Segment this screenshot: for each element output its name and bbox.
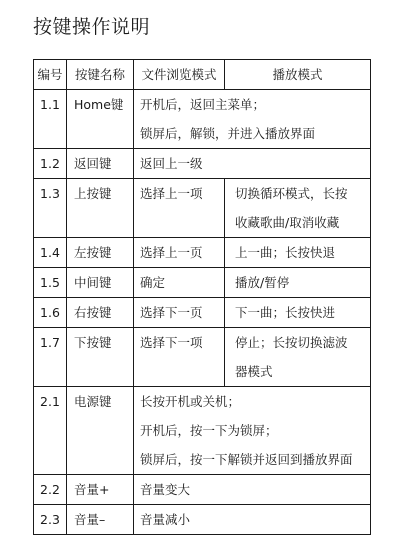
row-key-name: Home键 xyxy=(67,90,134,149)
row-browse-mode xyxy=(134,328,225,387)
table-row xyxy=(34,268,371,298)
cell-text-line: 锁屏后，解锁，并进入播放界面 xyxy=(140,126,316,141)
row-play-mode xyxy=(225,328,371,387)
cell-text-line: 返回上一级 xyxy=(140,156,203,171)
header-browse-mode: 文件浏览模式 xyxy=(134,60,225,90)
table-row xyxy=(34,387,371,475)
row-play-mode xyxy=(225,238,371,268)
header-play-mode: 播放模式 xyxy=(225,60,371,90)
row-id: 1.1 xyxy=(34,90,67,149)
cell-text-line: 播放/暂停 xyxy=(235,275,290,290)
row-id: 2.3 xyxy=(34,505,67,535)
row-id: 1.7 xyxy=(34,328,67,387)
page-title: 按键操作说明 xyxy=(33,16,151,38)
cell-text-line: 锁屏后，按一下解锁并返回到播放界面 xyxy=(140,452,353,467)
row-play-mode xyxy=(225,179,371,238)
row-key-name: 右按键 xyxy=(67,298,134,328)
row-id: 1.5 xyxy=(34,268,67,298)
cell-text-line: 下一曲；长按快进 xyxy=(235,305,336,320)
cell-text-line: 收藏歌曲/取消收藏 xyxy=(235,215,340,230)
row-key-name: 音量– xyxy=(67,505,134,535)
row-id: 1.4 xyxy=(34,238,67,268)
row-browse-mode xyxy=(134,179,225,238)
table-header-row xyxy=(34,60,371,90)
row-description xyxy=(134,90,371,149)
table-row xyxy=(34,149,371,179)
row-browse-mode xyxy=(134,298,225,328)
row-key-name: 音量+ xyxy=(67,475,134,505)
cell-text-line: 开机后，按一下为锁屏； xyxy=(140,423,278,438)
table-row xyxy=(34,298,371,328)
row-id: 1.2 xyxy=(34,149,67,179)
row-play-mode xyxy=(225,298,371,328)
row-browse-mode xyxy=(134,238,225,268)
row-description xyxy=(134,149,371,179)
cell-text-line: 器模式 xyxy=(235,364,273,379)
cell-text-line: 确定 xyxy=(140,275,166,290)
row-key-name: 电源键 xyxy=(67,387,134,475)
header-key-name: 按键名称 xyxy=(67,60,134,90)
table-row xyxy=(34,475,371,505)
row-description xyxy=(134,505,371,535)
cell-text-line: 音量变大 xyxy=(140,482,191,497)
table-row xyxy=(34,328,371,387)
row-browse-mode xyxy=(134,268,225,298)
cell-text-line: 停止；长按切换滤波 xyxy=(235,335,348,350)
row-id: 2.1 xyxy=(34,387,67,475)
table-row xyxy=(34,238,371,268)
cell-text-line: 选择上一项 xyxy=(140,186,203,201)
table-row xyxy=(34,505,371,535)
header-id: 编号 xyxy=(34,60,67,90)
row-key-name: 左按键 xyxy=(67,238,134,268)
cell-text-line: 选择下一页 xyxy=(140,305,203,320)
table-row xyxy=(34,90,371,149)
cell-text-line: 长按开机或关机； xyxy=(140,394,241,409)
row-id: 1.3 xyxy=(34,179,67,238)
row-key-name: 上按键 xyxy=(67,179,134,238)
table-row xyxy=(34,179,371,238)
cell-text-line: 开机后，返回主菜单； xyxy=(140,97,266,112)
row-id: 1.6 xyxy=(34,298,67,328)
row-play-mode xyxy=(225,268,371,298)
row-key-name: 下按键 xyxy=(67,328,134,387)
row-key-name: 中间键 xyxy=(67,268,134,298)
row-description xyxy=(134,387,371,475)
cell-text-line: 音量减小 xyxy=(140,512,191,527)
cell-text-line: 选择下一项 xyxy=(140,335,203,350)
row-description xyxy=(134,475,371,505)
cell-text-line: 上一曲；长按快退 xyxy=(235,245,336,260)
row-key-name: 返回键 xyxy=(67,149,134,179)
key-operation-table xyxy=(33,59,371,535)
row-id: 2.2 xyxy=(34,475,67,505)
cell-text-line: 选择上一页 xyxy=(140,245,203,260)
cell-text-line: 切换循环模式，长按 xyxy=(235,186,348,201)
